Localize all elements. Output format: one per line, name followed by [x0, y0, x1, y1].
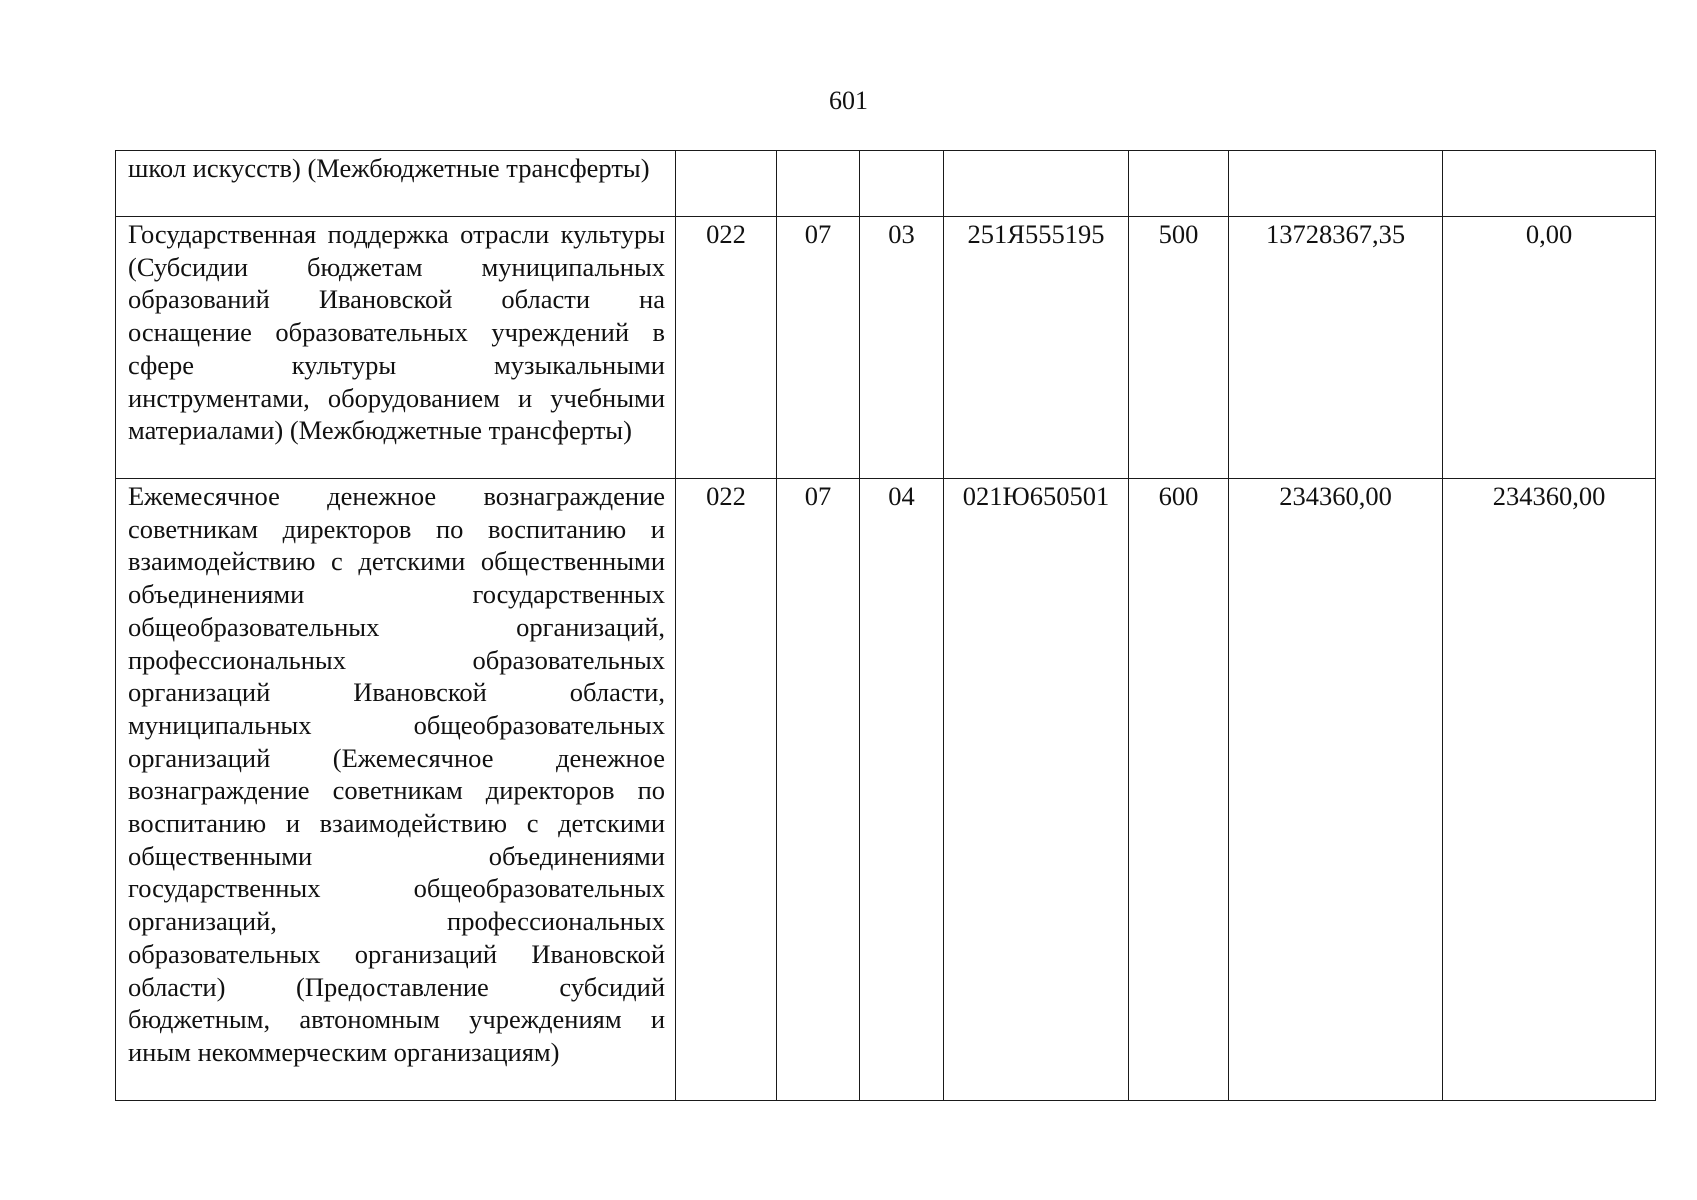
page-number: 601	[829, 86, 868, 115]
row-name: Ежемесячное денежное вознаграждение советникам директоров по воспитанию и взаимодействию с детскими общественными объединениями государственных общеобразовательных организаций, профессиональных образовательных организаций Ивановской области, муниципальных общеобразовательных организаций (Ежемесячное денежное вознаграждение советникам директоров по воспитанию и взаимодействию с детскими общественными объединениями государственных общеобразовательных организаций, профессиональных образовательных организаций Ивановской области) (Предоставление субсидий бюджетным, автономным учреждениям и иным некоммерческим организациям)	[128, 481, 665, 1067]
section-cell: 07	[777, 217, 860, 479]
row-name: Государственная поддержка отрасли культуры (Субсидии бюджетам муниципальных образований Ивановской области на оснащение образовательных учреждений в сфере культуры музыкальными инструментами, оборудованием и учебными материалами) (Межбюджетные трансферты)	[128, 219, 665, 446]
subsection-cell: 03	[860, 217, 944, 479]
amount-cell-2	[1443, 151, 1656, 217]
expense-type-cell: 500	[1129, 217, 1229, 479]
admin-code-cell: 022	[676, 217, 777, 479]
amount-cell-2: 234360,00	[1443, 479, 1656, 1101]
table-row	[116, 479, 1656, 1101]
amount-cell-2: 0,00	[1443, 217, 1656, 479]
table-row	[116, 151, 1656, 217]
row-name-cell	[116, 217, 676, 479]
row-name-cell	[116, 151, 676, 217]
amount-cell-1	[1229, 151, 1443, 217]
target-article-cell	[944, 151, 1129, 217]
row-name-cell	[116, 479, 676, 1101]
amount-cell-1: 234360,00	[1229, 479, 1443, 1101]
amount-cell-1: 13728367,35	[1229, 217, 1443, 479]
target-article-cell: 021Ю650501	[944, 479, 1129, 1101]
budget-table	[115, 150, 1656, 1101]
admin-code-cell: 022	[676, 479, 777, 1101]
section-cell: 07	[777, 479, 860, 1101]
subsection-cell: 04	[860, 479, 944, 1101]
subsection-cell	[860, 151, 944, 217]
expense-type-cell: 600	[1129, 479, 1229, 1101]
expense-type-cell	[1129, 151, 1229, 217]
row-name: школ искусств) (Межбюджетные трансферты)	[128, 153, 650, 183]
target-article-cell: 251Я555195	[944, 217, 1129, 479]
section-cell	[777, 151, 860, 217]
table-row	[116, 217, 1656, 479]
admin-code-cell	[676, 151, 777, 217]
